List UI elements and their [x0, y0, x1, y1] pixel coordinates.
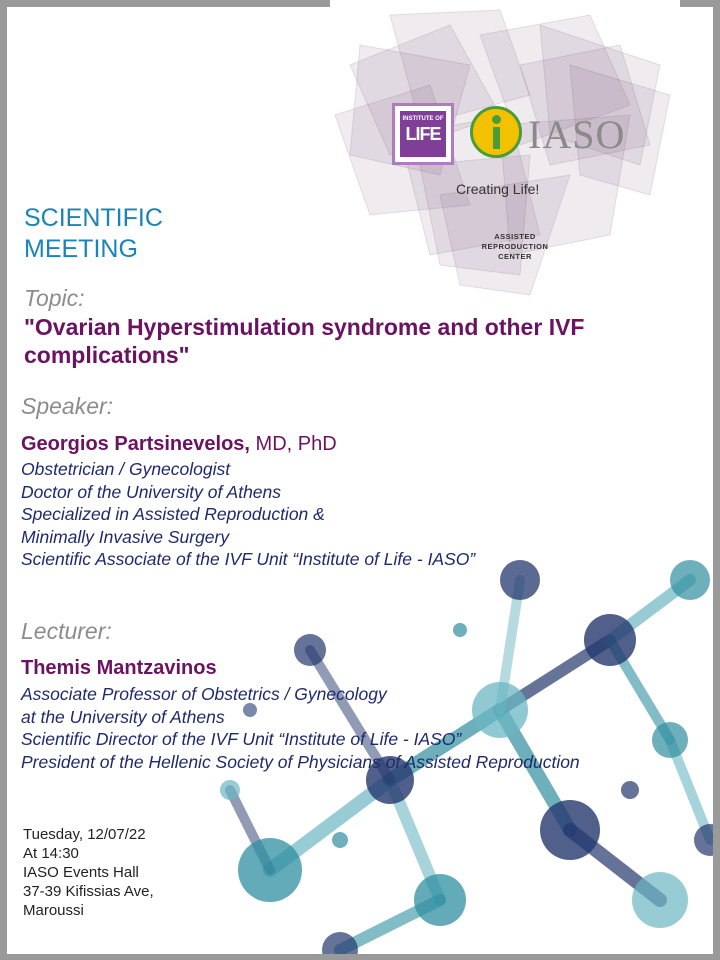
iaso-emblem-icon: [470, 106, 522, 158]
bio-line: at the University of Athens: [21, 706, 225, 727]
bio-line: Specialized in Assisted Reproduction &: [21, 504, 325, 524]
lecturer-bio: [21, 683, 580, 773]
speaker-bio: [21, 458, 475, 571]
bio-line: Obstetrician / Gynecologist: [21, 459, 231, 479]
logo-big-text: LIFE: [405, 124, 441, 144]
tagline: Creating Life!: [456, 181, 540, 197]
frame-border: [0, 0, 7, 960]
bio-line: Minimally Invasive Surgery: [21, 526, 230, 547]
heading-line: MEETING: [24, 235, 138, 263]
heading-line: SCIENTIFIC: [24, 204, 163, 232]
topic-label: Topic:: [24, 285, 85, 311]
bio-line: Associate Professor of Obstetrics / Gynecology: [21, 684, 387, 704]
speaker-label: Speaker:: [21, 393, 114, 419]
event-address: 37-39 Kifissias Ave,: [23, 883, 154, 900]
iaso-logo-text: IASO: [528, 112, 626, 157]
event-time: At 14:30: [23, 845, 79, 862]
institute-of-life-logo: [392, 103, 454, 165]
event-city: Maroussi: [23, 902, 84, 919]
frame-border: [0, 954, 720, 960]
center-label: [470, 232, 560, 262]
bio-line: President of the Hellenic Society of Physicians of Assisted Reproduction: [21, 751, 580, 772]
frame-border: [713, 0, 720, 960]
bio-line: Scientific Director of the IVF Unit “Institute of Life - IASO”: [21, 729, 462, 749]
speaker-credentials: MD, PhD: [255, 433, 337, 455]
frame-gap: [330, 0, 680, 7]
bio-line: Scientific Associate of the IVF Unit “Institute of Life - IASO”: [21, 549, 476, 569]
logo-small-text: INSTITUTE OF: [402, 116, 444, 122]
center-line: REPRODUCTION: [481, 242, 549, 251]
speaker-name-row: [21, 433, 337, 456]
center-line: CENTER: [498, 252, 532, 261]
meeting-heading: [24, 203, 163, 265]
lecturer-label: Lecturer:: [21, 618, 112, 644]
bio-line: Doctor of the University of Athens: [21, 481, 282, 502]
speaker-name: Georgios Partsinevelos,: [21, 433, 250, 455]
center-line: ASSISTED: [494, 232, 536, 241]
lecturer-name: Themis Mantzavinos: [21, 657, 217, 679]
topic-title: "Ovarian Hyperstimulation syndrome and other IVF complications": [24, 314, 585, 368]
event-details: [23, 825, 154, 920]
event-venue: IASO Events Hall: [23, 864, 139, 881]
event-date: Tuesday, 12/07/22: [23, 826, 146, 843]
